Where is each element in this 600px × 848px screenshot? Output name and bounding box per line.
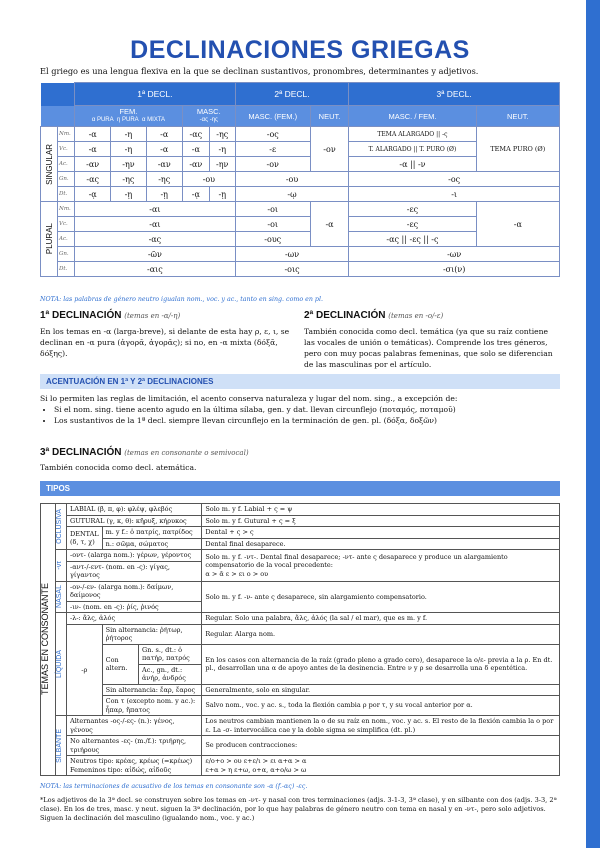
type-row: Ac., gn., dt.: ἀνήρ, ἀνδρός <box>139 664 202 684</box>
decl3-text: También conocida como decl. atemática. <box>40 463 197 472</box>
ending-cell: -ας || -ες || -ς <box>349 232 476 247</box>
accent-rule: • Si el nom. sing. tiene acento agudo en la última sílaba, gen. y dat. llevan circunflejo (ποταμός, ποταμοῦ) <box>54 404 560 415</box>
case-label: Vc. <box>58 217 75 232</box>
type-rule: Salvo nom., voc. y ac. s., toda la flexión cambia ρ por τ, y su vocal anterior por α. <box>202 696 560 716</box>
header-3-masc: MASC. / FEM. <box>349 106 476 127</box>
ending-cell: -ι <box>349 187 560 202</box>
ending-cell: -ῃ <box>209 187 235 202</box>
ending-cell: -ων <box>349 247 560 262</box>
type-row: Sin alternancia: ἔαρ, ἔαρος <box>102 684 202 696</box>
type-row: -οντ- (alarga nom.): γέρων, γέροντος <box>67 550 202 562</box>
case-label: Nm. <box>58 202 75 217</box>
ending-cell: -η <box>111 127 146 142</box>
case-label: Dt. <box>58 262 75 277</box>
ending-cell: -αν <box>75 157 111 172</box>
ending-cell: -α <box>75 127 111 142</box>
type-row: Con τ (excepto nom. y ac.): ἧπαρ, ἥπατος <box>102 696 202 716</box>
consonant-stems-label: TEMAS EN CONSONANTE <box>41 504 56 776</box>
rho-label: -ρ <box>67 624 103 716</box>
type-row: -ιν- (nom. en -ς): ῥίς, ῥινός <box>67 601 202 613</box>
decl1-title: 1ª DECLINACIÓN (temas en -α/-η) <box>40 310 181 321</box>
type-rule: Solo m. y f. Labial + ς = ψ <box>202 504 560 516</box>
case-label: Vc. <box>58 142 75 157</box>
decl2-title: 2ª DECLINACIÓN (temas en -ο/-ε) <box>304 310 444 321</box>
ending-cell: -ῃ <box>111 187 146 202</box>
declension-table <box>40 82 560 277</box>
nt-label: -ντ <box>56 560 63 570</box>
ending-cell: -οι <box>235 202 310 217</box>
page-title: DECLINACIONES GRIEGAS <box>130 36 470 64</box>
ending-cell: -η <box>209 142 235 157</box>
ending-cell: -ας <box>75 232 236 247</box>
ending-cell: -ᾳ <box>75 187 111 202</box>
decl3-title: 3ª DECLINACIÓN (temas en consonante o semivocal) <box>40 447 249 458</box>
ending-cell: -αις <box>75 262 236 277</box>
singular-label: SINGULAR <box>41 127 58 202</box>
case-label: Nm. <box>58 127 75 142</box>
accent-rule: • Los sustantivos de la 1ª decl. siempre llevan circunflejo en la terminación de gen. pl. (δόξα, δοξῶν) <box>54 415 560 426</box>
accent-section-bar: ACENTUACIÓN EN 1ª Y 2ª DECLINACIONES <box>40 374 560 389</box>
header-decl-3: 3ª DECL. <box>349 83 560 106</box>
type-row: m. y f.: ὁ πατρίς, πατρίδος <box>102 527 202 539</box>
ending-cell: -ου <box>235 172 349 187</box>
ending-cell: -ον <box>235 157 310 172</box>
ending-cell: -σι(ν) <box>349 262 560 277</box>
type-rule: Dental + ς > ς <box>202 527 560 539</box>
type-row: Alternantes -ος-/-ες- (n.): γένος, γένους <box>67 716 202 736</box>
ending-cell: -α <box>146 142 182 157</box>
type-row: Gn. s., dt.: ὁ πατήρ, πατρός <box>139 644 202 664</box>
ending-cell: -ους <box>235 232 310 247</box>
ending-cell: -ος <box>349 172 560 187</box>
ending-cell: -ης <box>146 172 182 187</box>
plural-label: PLURAL <box>41 202 58 277</box>
sibilant-label: SILBANTE <box>56 728 63 763</box>
type-row: LABIAL (β, π, φ): φλέψ, φλεβός <box>67 504 202 516</box>
ending-cell: -ας <box>75 172 111 187</box>
type-row: n.: σῶμα, σώματος <box>102 538 202 550</box>
ending-cell: -ᾳ <box>182 187 209 202</box>
type-row: Con altern. <box>102 644 138 684</box>
type-rule: Dental final desaparece. <box>202 538 560 550</box>
type-rule: Generalmente, solo en singular. <box>202 684 560 696</box>
case-label: Ac. <box>58 232 75 247</box>
header-decl-1: 1ª DECL. <box>75 83 236 106</box>
type-rule: Solo m. y f. Gutural + ς = ξ <box>202 515 560 527</box>
ending-cell: -α <box>310 202 349 247</box>
ending-cell: -ῶν <box>75 247 236 262</box>
ending-cell: -ον <box>310 127 349 172</box>
ending-cell: -ος <box>235 127 310 142</box>
ending-cell: -ε <box>235 142 310 157</box>
ending-cell: -α || -ν <box>349 157 476 172</box>
ending-cell: -ην <box>111 157 146 172</box>
type-rule: Regular. Solo una palabra, ἅλς, ἁλός (la sal / el mar), que es m. y f. <box>202 613 560 625</box>
case-label: Dt. <box>58 187 75 202</box>
ending-cell: -α <box>75 142 111 157</box>
ending-cell: -α <box>476 202 559 247</box>
ending-cell: -οι <box>235 217 310 232</box>
type-row: Neutros tipo: κρέας, κρέως (=κρέως) Femeninos tipo: αἰδώς, αἰδοῦς <box>67 756 202 776</box>
case-label: Ac. <box>58 157 75 172</box>
decl1-text: En los temas en -α (larga-breve), si delante de esta hay ρ, ε, ι, se declinan en -α pura (ἀγορᾶ, ἀγορᾶς); si no, en -α mixta (δόξᾰ, δόξης). <box>40 327 290 358</box>
ending-cell: T. ALARGADO || T. PURO (Ø) <box>349 142 476 157</box>
accent-section <box>40 393 560 426</box>
accent-intro: Si lo permiten las reglas de limitación, el acento conserva naturaleza y lugar del nom. sing., a excepción de: <box>40 394 458 403</box>
type-row: -ον-/-εν- (alarga nom.): δαίμων, δαίμονος <box>67 581 202 601</box>
type-rule: En los casos con alternancia de la raíz (grado pleno a grado cero), desaparece la ο/ε- previa a la ρ. En dt. pl., desarrollan una α de apoyo antes de la desinencia. Entre ν y ρ se desarrolla una δ epentética. <box>202 644 560 684</box>
ending-cell: -ῳ <box>235 187 349 202</box>
ending-cell: -αι <box>75 217 236 232</box>
type-rule: ε/ο+ο > ου ε+ε/ι > ει α+α > α ε+α > η ε+ω, ο+α, α+ο/ω > ω <box>202 756 560 776</box>
ending-cell: -ῃ <box>146 187 182 202</box>
type-row: -λ-: ἅλς, ἁλός <box>67 613 202 625</box>
header-2-neut: NEUT. <box>310 106 349 127</box>
header-decl-2: 2ª DECL. <box>235 83 349 106</box>
ending-cell: -α <box>182 142 209 157</box>
type-row: -αντ-/-εντ- (nom. en -ς): γίγας, γίγαντος <box>67 561 202 581</box>
ending-cell: -ες <box>349 217 476 232</box>
ending-cell: -αν <box>146 157 182 172</box>
right-edge-bar <box>586 0 600 848</box>
header-fem: FEM. α PURA η PURA α MIXTA <box>75 106 183 127</box>
ending-cell: -ας <box>182 127 209 142</box>
header-3-neut: NEUT. <box>476 106 559 127</box>
ending-cell: -αι <box>75 202 236 217</box>
types-table <box>40 503 560 776</box>
intro-text: El griego es una lengua flexiva en la que se declinan sustantivos, pronombres, determinantes y adjetivos. <box>40 66 479 76</box>
type-row: GUTURAL (γ, κ, θ): κῆρυξ, κήρυκος <box>67 515 202 527</box>
case-label: Gn. <box>58 172 75 187</box>
type-rule: Se producen contracciones: <box>202 736 560 756</box>
header-2-masc: MASC. (FEM.) <box>235 106 310 127</box>
type-row: DENTAL (δ, τ, χ) <box>67 527 103 550</box>
ending-cell: TEMA ALARGADO || -ς <box>349 127 476 142</box>
ending-cell: -ης <box>111 172 146 187</box>
ending-cell: -οις <box>235 262 349 277</box>
type-row: No alternantes -ες- (m./f.): τριήρης, τριήρους <box>67 736 202 756</box>
ending-cell: -ες <box>349 202 476 217</box>
type-rule: Los neutros cambian mantienen la ο de su raíz en nom., voc. y ac. s. El resto de la flexión cambia la ο por ε. La -σ- intervocálica cae y la doble sigma se simplifica (dt. pl.) <box>202 716 560 736</box>
types-section-bar: TIPOS <box>40 481 560 496</box>
type-row: Sin alternancia: ῥήτωρ, ῥήτορος <box>102 624 202 644</box>
type-rule: Regular. Alarga nom. <box>202 624 560 644</box>
header-masc: MASC. -ας -ης <box>182 106 235 127</box>
case-label: Gn. <box>58 247 75 262</box>
ending-cell: -α <box>146 127 182 142</box>
ending-cell: -ων <box>235 247 349 262</box>
liquid-label: LÍQUIDA <box>56 649 63 678</box>
decl2-text: También conocida como decl. temática (ya que su raíz contiene las vocales de unión o temáticas). Comprende los tres géneros, pero con muy pocas palabras femeninas, que solo se diferencian de las masculinas por el artículo. <box>304 327 553 369</box>
footnote: *Los adjetivos de la 3ª decl. se construyen sobre los temas en -ντ- y nasal con tres terminaciones (adjs. 3-1-3, 3ª clase), y en silbante con dos (adjs. 3-3, 2ª clase). En los de tres, masc. y neut. siguen la 3ª declinación, por lo que hay palabras de género neutro con tema en nasal y en -ντ-, pero solo adjetivos. Siguen la declinación del masculino (igualando nom., voc. y ac.) <box>40 796 557 822</box>
ending-cell: -ης <box>209 127 235 142</box>
table-note: NOTA: las palabras de género neutro igualan nom., voc. y ac., tanto en sing. como en pl. <box>40 296 323 303</box>
nasal-label: NASAL <box>56 585 63 609</box>
type-rule: Solo m. y f. -ν- ante ς desaparece, sin alargamiento compensatorio. <box>202 581 560 613</box>
occlusive-label: OCLUSIVA <box>56 509 63 544</box>
ending-cell: TEMA PURO (Ø) <box>476 127 559 172</box>
ending-cell: -ου <box>182 172 235 187</box>
ending-cell: -ην <box>209 157 235 172</box>
types-note: NOTA: las terminaciones de acusativo de los temas en consonante son -α (f.-ας) -ες. <box>40 783 308 790</box>
ending-cell: -η <box>111 142 146 157</box>
ending-cell: -αν <box>182 157 209 172</box>
type-rule: Solo m. y f. -ντ-. Dental final desaparece; -ντ- ante ς desaparece y produce un alargamiento compensatorio de la vocal precedente: α > ᾱ ε > ει ο > ου <box>202 550 560 582</box>
